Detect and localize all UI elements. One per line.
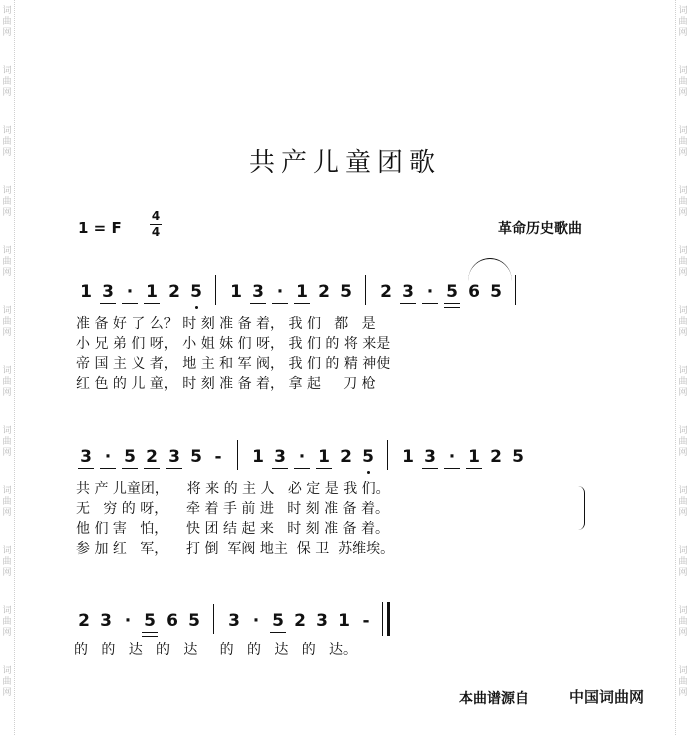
watermark-char: 网: [678, 208, 688, 218]
note: 2: [141, 446, 163, 476]
watermark-char: 曲: [2, 557, 12, 567]
time-signature-top: 4: [151, 209, 161, 223]
note: 1: [463, 446, 485, 476]
watermark-char: 曲: [2, 137, 12, 147]
lyric-line: 的 的 达 的 达 的 的 达 的 达。: [74, 642, 358, 658]
barline: [379, 446, 397, 476]
notation-line: [73, 610, 395, 644]
note: 2: [380, 282, 392, 302]
lyrics-block: [74, 640, 357, 660]
slur-mark: [468, 258, 512, 281]
watermark-group: [678, 546, 687, 600]
watermark-group: [2, 546, 11, 600]
watermark-char: 词: [2, 426, 12, 436]
note: 5: [512, 447, 524, 467]
watermark-char: 曲: [2, 377, 12, 387]
watermark-char: 词: [2, 666, 12, 676]
watermark-char: 网: [678, 628, 688, 638]
watermark-char: 网: [678, 268, 688, 278]
song-category: 革命历史歌曲: [498, 221, 582, 237]
note: 3: [397, 281, 419, 311]
watermark-char: 词: [2, 126, 12, 136]
watermark-char: 曲: [2, 437, 12, 447]
watermark-group: [2, 6, 11, 60]
watermark-char: 曲: [678, 77, 688, 87]
watermark-char: 网: [678, 688, 688, 698]
note: ·: [419, 281, 441, 311]
lower-octave-dot: [367, 471, 370, 474]
barline: [229, 446, 247, 476]
note: 3: [269, 446, 291, 476]
watermark-char: 曲: [678, 617, 688, 627]
barline: [357, 281, 375, 311]
lyrics-block: [76, 479, 394, 559]
watermark-char: 曲: [678, 497, 688, 507]
watermark-char: 曲: [2, 617, 12, 627]
watermark-char: 网: [678, 508, 688, 518]
watermark-char: 词: [2, 486, 12, 496]
watermark-char: 词: [2, 186, 12, 196]
watermark-char: 词: [678, 546, 688, 556]
note: ·: [269, 281, 291, 311]
note: -: [214, 447, 222, 467]
watermark-group: [2, 486, 11, 540]
watermark-char: 词: [678, 366, 688, 376]
note: 1: [402, 447, 414, 467]
watermark-group: [678, 486, 687, 540]
watermark-char: 网: [678, 148, 688, 158]
watermark-char: 网: [2, 148, 12, 158]
lyric-line: 共 产 儿童团， 将 来 的 主 人 必 定 是 我 们。: [76, 481, 390, 497]
note: 3: [419, 446, 441, 476]
watermark-char: 网: [678, 388, 688, 398]
watermark-char: 词: [2, 246, 12, 256]
watermark-char: 曲: [2, 77, 12, 87]
watermark-group: [2, 426, 11, 480]
watermark-char: 曲: [2, 257, 12, 267]
watermark-char: 曲: [2, 497, 12, 507]
note: 5: [357, 446, 379, 476]
note: 6: [468, 282, 480, 302]
note: 2: [294, 611, 306, 631]
note: 2: [318, 282, 330, 302]
watermark-char: 曲: [678, 317, 688, 327]
watermark-char: 网: [678, 328, 688, 338]
watermark-char: 曲: [2, 17, 12, 27]
watermark-char: 网: [2, 28, 12, 38]
lyric-line: 参 加 红 军， 打 倒 军阀 地主 保 卫 苏维埃。: [76, 541, 395, 557]
watermark-char: 词: [678, 6, 688, 16]
note: 1: [291, 281, 313, 311]
watermark-char: 曲: [678, 197, 688, 207]
watermark-group: [678, 666, 687, 720]
note: 5: [441, 281, 463, 311]
watermark-group: [678, 246, 687, 300]
key-signature: 1 = F: [78, 219, 122, 237]
time-signature: [150, 210, 162, 239]
watermark-char: 曲: [678, 377, 688, 387]
lyric-line: 红 色 的 儿 童， 时 刻 准 备 着， 拿 起 刀 枪: [76, 376, 376, 392]
lyrics-block: [76, 314, 390, 394]
watermark-char: 网: [2, 508, 12, 518]
lyric-line: 帝 国 主 义 者， 地 主 和 军 阀， 我 们 的 精 神使: [76, 356, 391, 372]
watermark-group: [2, 366, 11, 420]
watermark-char: 网: [2, 328, 12, 338]
note: ·: [97, 446, 119, 476]
final-barline: [377, 610, 395, 640]
note: ·: [291, 446, 313, 476]
watermark-char: 曲: [678, 137, 688, 147]
watermark-char: 词: [2, 606, 12, 616]
note: 5: [188, 611, 200, 631]
note: 1: [313, 446, 335, 476]
watermark-char: 曲: [2, 677, 12, 687]
lyric-line: 无 穷 的 呀， 牵 着 手 前 进 时 刻 准 备 着。: [76, 501, 390, 517]
note: 1: [252, 447, 264, 467]
note: 2: [490, 447, 502, 467]
watermark-char: 网: [2, 628, 12, 638]
watermark-char: 词: [678, 426, 688, 436]
note: 1: [230, 282, 242, 302]
barline: [205, 610, 223, 640]
watermark-group: [2, 246, 11, 300]
watermark-char: 网: [2, 88, 12, 98]
note: 2: [340, 447, 352, 467]
note: 1: [338, 611, 350, 631]
watermark-char: 曲: [2, 317, 12, 327]
note: 5: [340, 282, 352, 302]
lyric-line: 准 备 好 了 么？ 时 刻 准 备 着， 我 们 都 是: [76, 316, 376, 332]
watermark-char: 词: [2, 546, 12, 556]
notation-line: [75, 446, 529, 480]
watermark-char: 词: [2, 366, 12, 376]
watermark-group: [2, 306, 11, 360]
watermark-char: 网: [2, 448, 12, 458]
notation-line: [75, 281, 525, 315]
note: 3: [75, 446, 97, 476]
watermark-char: 网: [2, 568, 12, 578]
note: ·: [441, 446, 463, 476]
lyric-line: 他 们 害 怕， 快 团 结 起 来 时 刻 准 备 着。: [76, 521, 390, 537]
watermark-group: [2, 606, 11, 660]
time-signature-bottom: 4: [151, 225, 161, 239]
watermark-char: 曲: [678, 677, 688, 687]
watermark-char: 网: [678, 88, 688, 98]
note: 3: [316, 611, 328, 631]
watermark-char: 词: [678, 306, 688, 316]
note: -: [362, 611, 370, 631]
watermark-char: 词: [2, 6, 12, 16]
watermark-char: 词: [678, 486, 688, 496]
watermark-char: 词: [2, 66, 12, 76]
watermark-char: 词: [678, 66, 688, 76]
watermark-column-right: [675, 0, 690, 735]
watermark-char: 网: [2, 208, 12, 218]
lower-octave-dot: [195, 306, 198, 309]
barline: [507, 281, 525, 311]
watermark-char: 网: [678, 568, 688, 578]
watermark-group: [2, 186, 11, 240]
note: 5: [490, 282, 502, 302]
watermark-group: [2, 66, 11, 120]
watermark-char: 词: [678, 666, 688, 676]
note: 5: [185, 281, 207, 311]
note: 6: [166, 611, 178, 631]
watermark-char: 曲: [678, 257, 688, 267]
watermark-column-left: [0, 0, 15, 735]
note: 5: [119, 446, 141, 476]
barline: [207, 281, 225, 311]
note: 5: [267, 610, 289, 640]
lyric-line: 小 兄 弟 们 呀， 小 姐 妹 们 呀， 我 们 的 将 来是: [76, 336, 391, 352]
note: 3: [163, 446, 185, 476]
watermark-char: 网: [2, 688, 12, 698]
watermark-group: [678, 366, 687, 420]
note: 3: [97, 281, 119, 311]
song-title: 共产儿童团歌: [248, 148, 441, 178]
watermark-group: [678, 306, 687, 360]
watermark-char: 曲: [678, 557, 688, 567]
watermark-char: 曲: [678, 17, 688, 27]
watermark-char: 网: [678, 28, 688, 38]
note: ·: [124, 611, 132, 631]
watermark-group: [678, 66, 687, 120]
footer-source-label: 本曲谱源自: [459, 691, 529, 707]
note: 2: [168, 282, 180, 302]
note: ·: [252, 611, 260, 631]
watermark-group: [678, 426, 687, 480]
note: ·: [119, 281, 141, 311]
watermark-group: [678, 186, 687, 240]
brace-mark: [578, 486, 585, 530]
note: 1: [141, 281, 163, 311]
watermark-char: 曲: [678, 437, 688, 447]
watermark-char: 网: [2, 268, 12, 278]
note: 1: [80, 282, 92, 302]
watermark-char: 网: [678, 448, 688, 458]
watermark-group: [2, 666, 11, 720]
watermark-char: 词: [2, 306, 12, 316]
note: 3: [228, 611, 240, 631]
note: 5: [190, 447, 202, 467]
watermark-char: 词: [678, 246, 688, 256]
watermark-char: 网: [2, 388, 12, 398]
watermark-char: 词: [678, 186, 688, 196]
note: 3: [100, 611, 112, 631]
watermark-char: 曲: [2, 197, 12, 207]
note: 2: [78, 611, 90, 631]
watermark-char: 词: [678, 606, 688, 616]
note: 3: [247, 281, 269, 311]
footer-site-link[interactable]: 中国词曲网: [569, 688, 645, 706]
watermark-char: 词: [678, 126, 688, 136]
note: 5: [139, 610, 161, 640]
watermark-group: [678, 6, 687, 60]
watermark-group: [678, 606, 687, 660]
